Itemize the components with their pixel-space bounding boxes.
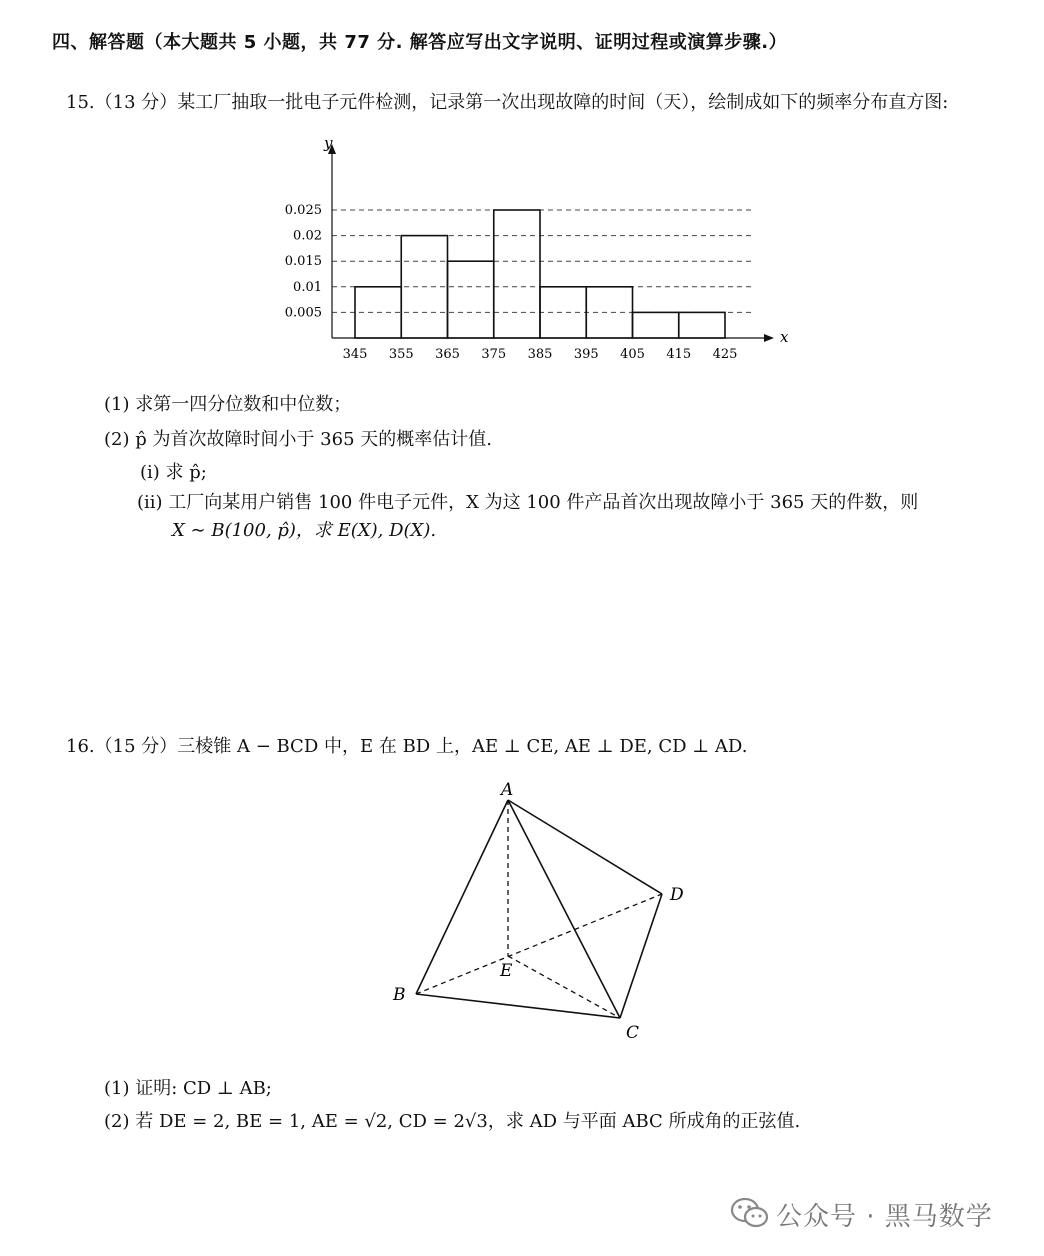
x-tick-label: 385	[527, 347, 553, 362]
histogram-bar	[540, 287, 586, 338]
histogram-bar	[679, 312, 725, 338]
x-tick-label: 355	[388, 347, 414, 362]
edge-AB	[416, 800, 508, 994]
label-D: D	[670, 885, 684, 905]
q16-part2: (2) 若 DE = 2, BE = 1, AE = √2, CD = 2√3，求 AD 与平面 ABC 所成角的正弦值.	[104, 1111, 801, 1132]
x-tick-label: 395	[573, 347, 599, 362]
q15-part2-ii-line1: (ii) 工厂向某用户销售 100 件电子元件，X 为这 100 件产品首次出现故障小于 365 天的件数，则	[137, 492, 919, 513]
histogram-bar	[586, 287, 632, 338]
y-tick-labels	[285, 203, 322, 320]
q15-part2: (2) p̂ 为首次故障时间小于 365 天的概率估计值.	[104, 429, 492, 450]
histogram-bar	[401, 236, 447, 338]
edge-AC	[508, 800, 620, 1018]
edge-BC	[416, 994, 620, 1018]
q15-part1: (1) 求第一四分位数和中位数；	[104, 394, 352, 415]
edge-BD	[416, 894, 662, 994]
label-C: C	[626, 1023, 640, 1043]
q16-part1: (1) 证明: CD ⊥ AB;	[104, 1078, 272, 1099]
x-tick-label: 415	[666, 347, 692, 362]
x-axis-arrow	[764, 334, 774, 342]
pyramid-diagram	[380, 770, 710, 1050]
x-tick-label: 345	[342, 347, 368, 362]
edge-AD	[508, 800, 662, 894]
histogram-bar	[355, 287, 401, 338]
y-tick-label: 0.015	[284, 254, 322, 270]
q15-stem: 15.（13 分）某工厂抽取一批电子元件检测，记录第一次出现故障的时间（天），绘制成如下的频率分布直方图:	[66, 92, 949, 113]
y-axis-label: y	[324, 134, 333, 152]
x-tick-label: 405	[620, 347, 645, 362]
histogram-bar	[448, 261, 494, 338]
x-axis-label: x	[780, 328, 789, 346]
wechat-icon	[730, 1196, 770, 1230]
x-tick-label: 365	[435, 347, 460, 362]
q15-part2-i: (i) 求 p̂;	[140, 462, 207, 483]
y-tick-label: 0.02	[293, 228, 322, 244]
chart-bars	[355, 210, 725, 338]
label-B: B	[393, 985, 406, 1005]
histogram-bar	[633, 312, 679, 338]
label-E: E	[500, 961, 513, 981]
q16-stem: 16.（15 分）三棱锥 A − BCD 中，E 在 BD 上，AE ⊥ CE, AE ⊥ DE, CD ⊥ AD.	[66, 736, 748, 757]
histogram-chart	[270, 128, 800, 378]
label-A: A	[501, 780, 514, 800]
x-tick-label: 375	[481, 347, 507, 362]
y-tick-label: 0.025	[284, 203, 322, 218]
x-tick-labels	[343, 347, 738, 362]
q15-part2-ii-line2: X ∼ B(100, p̂)，求 E(X), D(X).	[172, 520, 437, 541]
edge-CD	[620, 894, 662, 1018]
section-title: 四、解答题（本大题共 5 小题，共 77 分. 解答应写出文字说明、证明过程或演算步骤.）	[52, 32, 788, 53]
y-tick-label: 0.01	[293, 279, 322, 295]
histogram-bar	[494, 210, 540, 338]
watermark-text: 公众号 · 黑马数学	[776, 1202, 993, 1232]
y-tick-label: 0.005	[284, 305, 322, 321]
x-tick-label: 425	[712, 347, 738, 362]
